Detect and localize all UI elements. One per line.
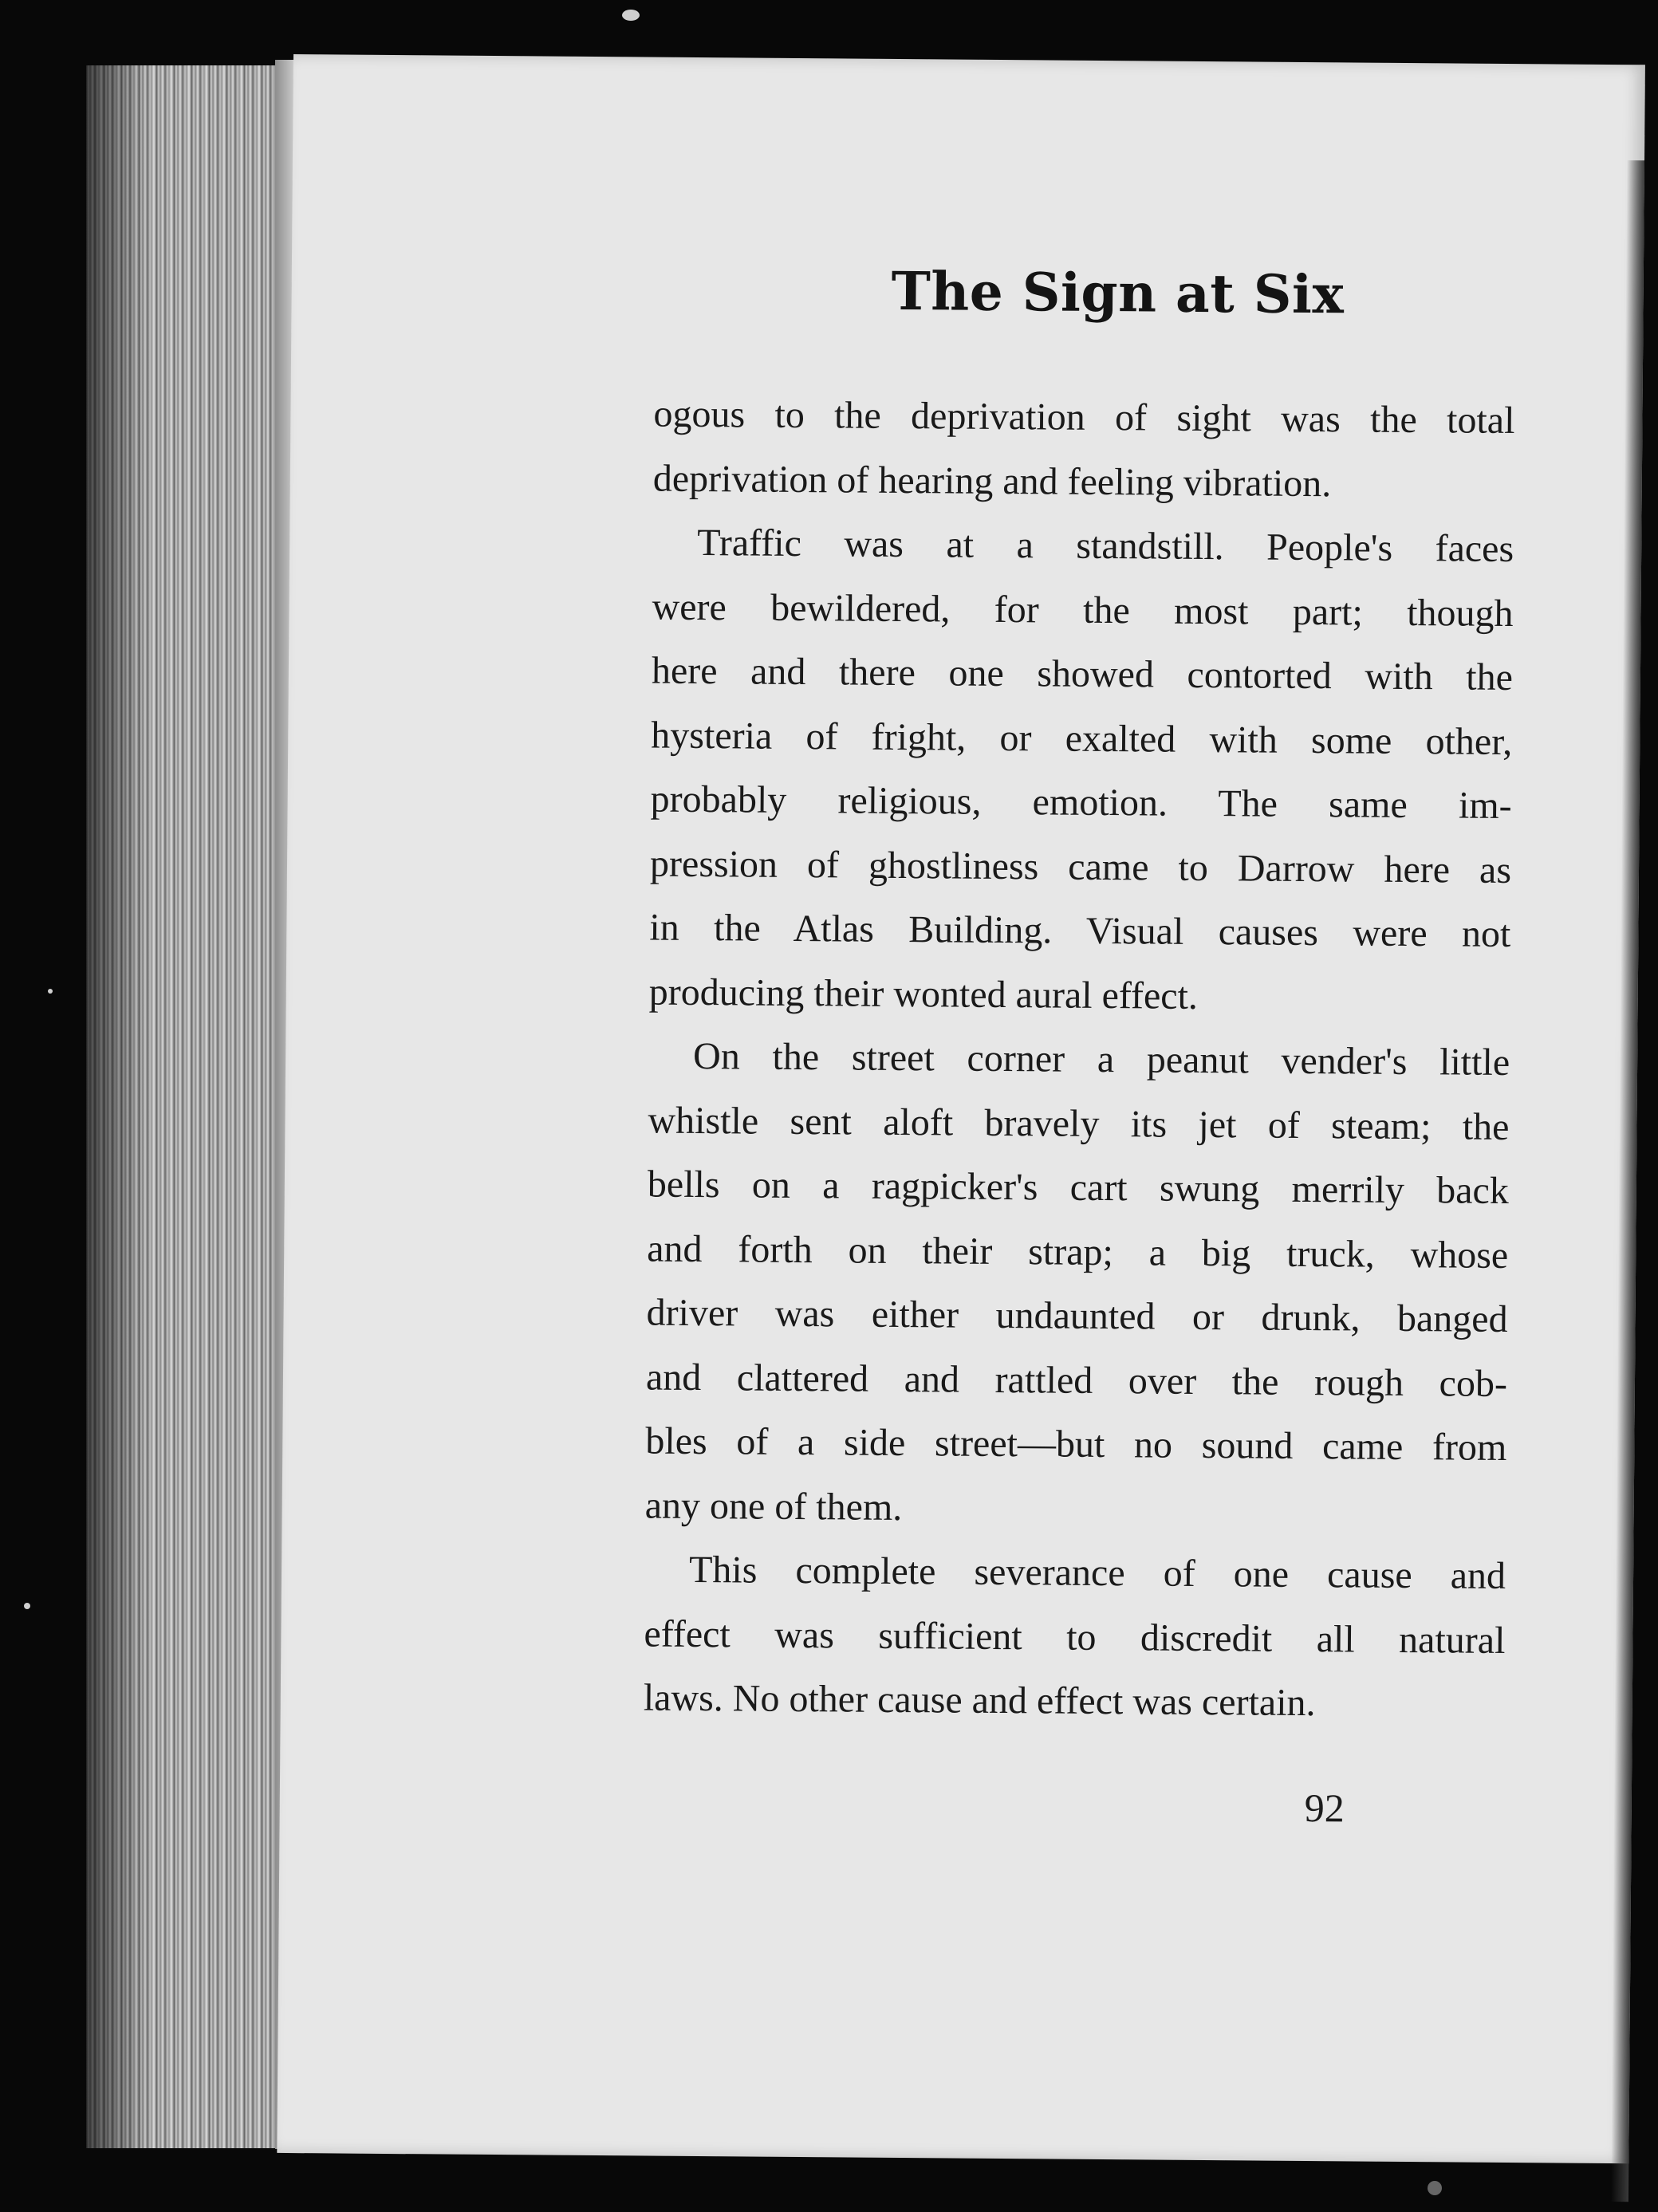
page-edges-shadow bbox=[86, 65, 150, 2148]
body-text bbox=[644, 383, 1515, 1738]
text-line: and forth on their strap; a big truck, whose bbox=[647, 1227, 1509, 1277]
text-line: in the Atlas Building. Visual causes were not bbox=[649, 906, 1511, 956]
text-line: here and there one showed contorted with the bbox=[651, 649, 1514, 699]
text-line: deprivation of hearing and feeling vibration. bbox=[652, 457, 1332, 505]
text-line: probably religious, emotion. The same im- bbox=[650, 777, 1512, 828]
scan-speck bbox=[24, 1603, 30, 1609]
text-line: This complete severance of one cause and bbox=[688, 1548, 1506, 1597]
text-line: any one of them. bbox=[644, 1484, 903, 1529]
book-page bbox=[277, 54, 1645, 2163]
text-line: Traffic was at a standstill. People's faces bbox=[696, 521, 1514, 571]
scan-speck bbox=[48, 989, 53, 994]
text-line: bles of a side street—but no sound came from bbox=[645, 1419, 1507, 1470]
text-line: pression of ghostliness came to Darrow here as bbox=[649, 842, 1512, 891]
text-line: producing their wonted aural effect. bbox=[648, 970, 1199, 1017]
text-line: laws. No other cause and effect was certain. bbox=[643, 1676, 1316, 1725]
text-line: hysteria of fright, or exalted with some other, bbox=[651, 714, 1513, 763]
page-right-edge bbox=[1611, 160, 1644, 2202]
text-line: ogous to the deprivation of sight was the total bbox=[653, 392, 1515, 443]
paragraph-1 bbox=[653, 383, 1515, 518]
text-line: driver was either undaunted or drunk, banged bbox=[646, 1291, 1508, 1341]
text-line: were bewildered, for the most part; though bbox=[652, 585, 1514, 635]
running-head: The Sign at Six bbox=[891, 259, 1345, 326]
paragraph-3 bbox=[644, 1025, 1510, 1545]
text-line: and clattered and rattled over the rough cob- bbox=[645, 1356, 1508, 1405]
paragraph-4 bbox=[644, 1538, 1506, 1738]
scan-speck bbox=[622, 10, 640, 21]
page-number: 92 bbox=[1304, 1785, 1345, 1831]
text-line: On the street corner a peanut vender's little bbox=[692, 1034, 1510, 1084]
text-line: bells on a ragpicker's cart swung merrily back bbox=[647, 1163, 1510, 1213]
text-line: whistle sent aloft bravely its jet of steam; the bbox=[648, 1099, 1510, 1148]
text-line: effect was sufficient to discredit all natural bbox=[644, 1612, 1506, 1662]
scan-speck bbox=[1428, 2181, 1442, 2195]
paragraph-2 bbox=[648, 511, 1514, 1031]
